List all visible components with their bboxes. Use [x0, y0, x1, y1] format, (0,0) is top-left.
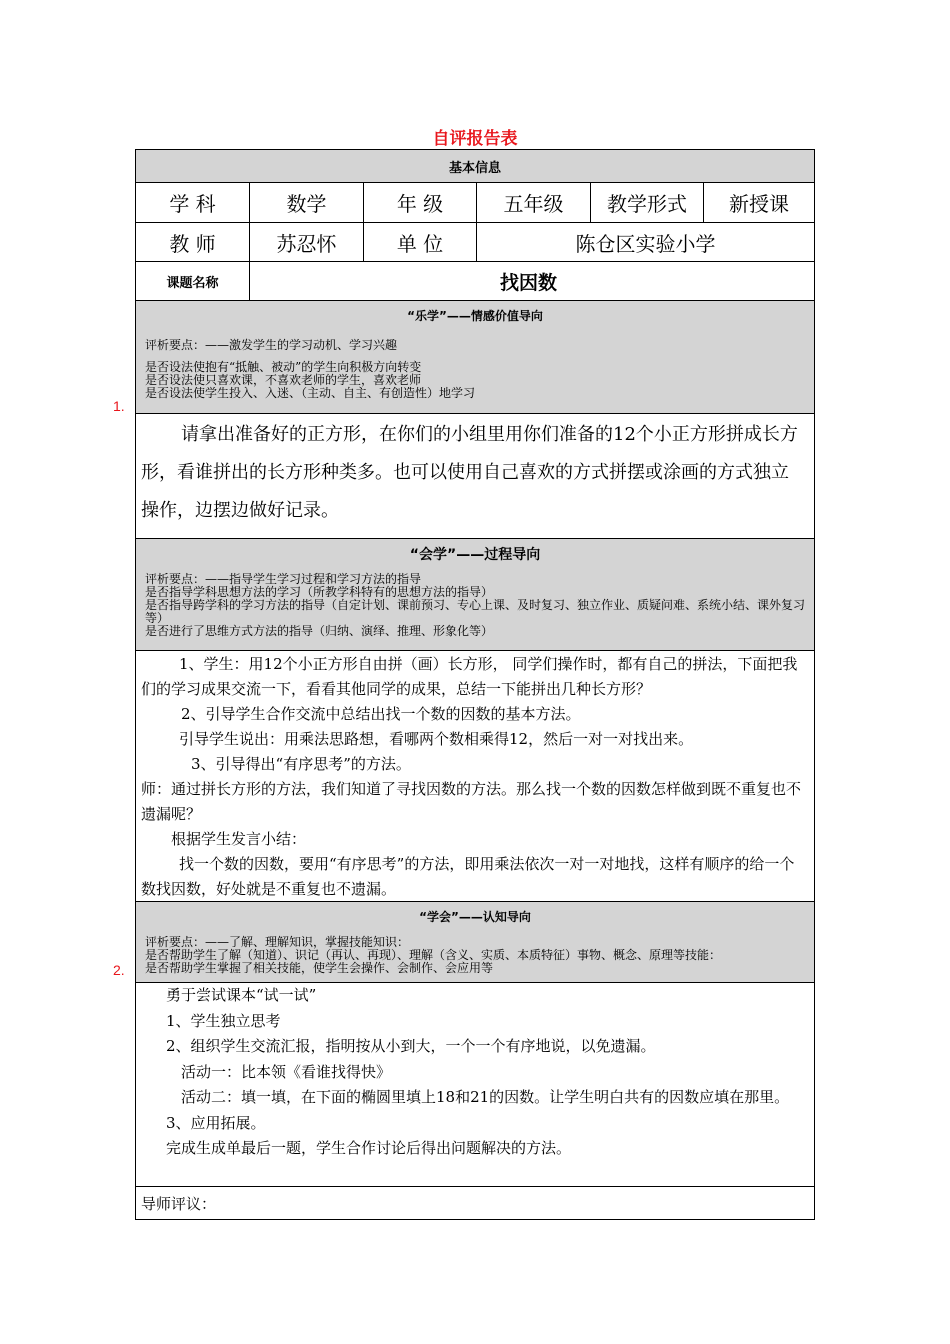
topic-row [136, 262, 814, 301]
section-2-line: 师：通过拼长方形的方法，我们知道了寻找因数的方法。那么找一个数的因数怎样做到既不重复也不遗漏呢？ [141, 780, 802, 823]
section-3-line: 勇于尝试课本“试一试” [166, 986, 317, 1004]
advisor-comment-label: 导师评议： [141, 1195, 217, 1213]
section-3-point: 是否帮助学生掌握了相关技能，使学生会操作、会制作、会应用等 [145, 961, 494, 975]
basic-info-row-2 [136, 223, 814, 262]
section-1-intro: 评析要点：——激发学生的学习动机、学习兴趣 [145, 338, 398, 352]
section-2-line: 引导学生说出：用乘法思路想，看哪两个数相乘得12，然后一对一对找出来。 [179, 730, 694, 748]
section-2-line: 3、引导得出“有序思考”的方法。 [191, 755, 411, 773]
margin-number-1: 1. [113, 398, 125, 414]
section-3-criteria [136, 902, 814, 983]
section-2-line: 2、引导学生合作交流中总结出找一个数的因数的基本方法。 [181, 705, 581, 723]
grade-label: 年 级 [364, 183, 477, 222]
topic-label: 课题名称 [136, 262, 250, 300]
section-3-line: 2、组织学生交流汇报，指明按从小到大，一个一个有序地说，以免遗漏。 [166, 1037, 656, 1055]
section-3-point: 是否帮助学生了解（知道）、识记（再认、再现）、理解（含义、实质、本质特征）事物、概念、原理等技能： [145, 948, 722, 962]
section-3-heading: “学会”——认知导向 [419, 910, 531, 924]
section-2-line: 找一个数的因数，要用“有序思考”的方法，即用乘法依次一对一对地找，这样有顺序的给一个数找因数，好处就是不重复也不遗漏。 [141, 855, 795, 898]
teacher-value: 苏忍怀 [250, 223, 364, 261]
section-2-point: 是否指导学科思想方法的学习（所教学科特有的思想方法的指导） [145, 585, 494, 599]
unit-label: 单 位 [364, 223, 477, 261]
teacher-label: 教 师 [136, 223, 250, 261]
section-3-line: 活动二：填一填，在下面的椭圆里填上18和21的因数。让学生明白共有的因数应填在那里。 [181, 1088, 790, 1106]
subject-label: 学 科 [136, 183, 250, 222]
section-1-point: 是否设法使学生投入、入迷、（主动、自主、有创造性）地学习 [145, 386, 476, 400]
page-title: 自评报告表 [432, 129, 518, 149]
unit-value: 陈仓区实验小学 [575, 231, 716, 256]
basic-info-row-1 [136, 183, 814, 223]
section-3-line: 活动一：比本领《看谁找得快》 [181, 1062, 392, 1081]
section-2-content [136, 651, 814, 902]
teaching-form-value: 新授课 [729, 192, 789, 216]
self-evaluation-form [135, 149, 815, 1220]
section-1-heading: “乐学”——情感价值导向 [407, 309, 543, 323]
teaching-form-label: 教学形式 [591, 183, 704, 222]
section-3-line: 3、应用拓展。 [166, 1113, 266, 1132]
section-2-line: 1、学生：用12个小正方形自由拼（画）长方形， 同学们操作时，都有自己的拼法，下面把我们的学习成果交流一下，看看其他同学的成果，总结一下能拼出几种长方形？ [141, 655, 798, 698]
basic-info-header: 基本信息 [136, 150, 814, 183]
section-1-criteria [136, 301, 814, 414]
section-3-content [136, 983, 814, 1187]
section-1-point: 是否设法使只喜欢课，不喜欢老师的学生，喜欢老师 [145, 373, 422, 387]
section-3-point: 评析要点：——了解、理解知识，掌握技能知识： [145, 935, 410, 949]
section-3-line: 完成生成单最后一题，学生合作讨论后得出问题解决的方法。 [166, 1139, 572, 1157]
topic-value: 找因数 [500, 272, 558, 294]
advisor-comment-row [136, 1187, 814, 1219]
section-2-line: 根据学生发言小结： [171, 830, 307, 848]
section-2-heading: “会学”——过程导向 [409, 547, 541, 563]
section-2-point: 评析要点：——指导学生学习过程和学习方法的指导 [145, 572, 422, 586]
section-3-line: 1、学生独立思考 [166, 1011, 281, 1030]
section-2-point: 是否指导跨学科的学习方法的指导（自定计划、课前预习、专心上课、及时复习、独立作业、质疑问难、系统小结、课外复习等） [145, 598, 806, 625]
section-2-point: 是否进行了思维方式方法的指导（归纳、演绎、推理、形象化等） [145, 624, 494, 638]
section-1-point: 是否设法使抱有“抵触、被动”的学生向积极方向转变 [145, 360, 422, 374]
subject-value: 数学 [250, 183, 364, 222]
margin-number-2: 2. [113, 962, 125, 978]
section-2-criteria [136, 539, 814, 651]
grade-value: 五年级 [477, 183, 591, 222]
section-1-content [136, 414, 814, 539]
section-1-content-text: 请拿出准备好的正方形，在你们的小组里用你们准备的12个小正方形拼成长方形，看谁拼出的长方形种类多。也可以使用自己喜欢的方式拼摆或涂画的方式独立操作，边摆边做好记录。 [141, 424, 798, 521]
